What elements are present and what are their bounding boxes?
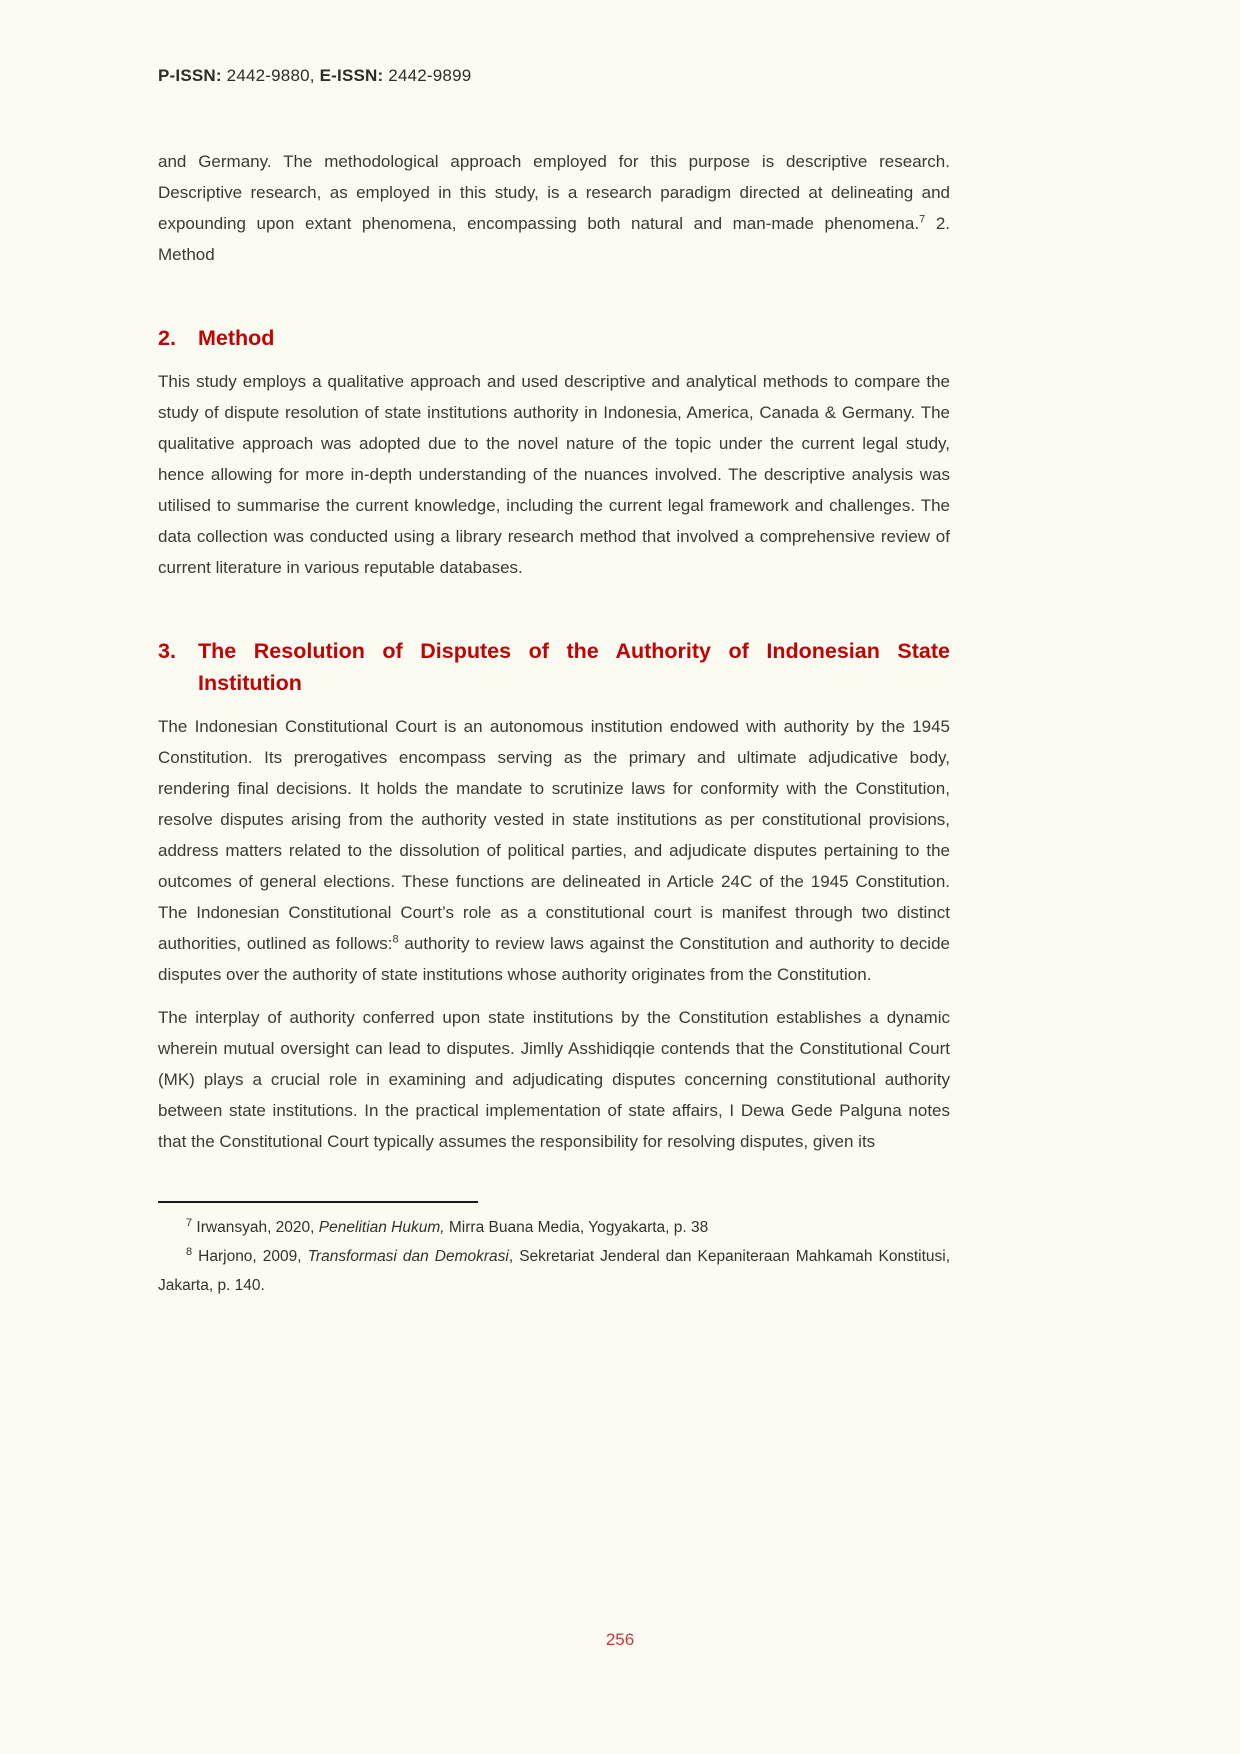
footnote-italic-title: Transformasi dan Demokrasi [307,1248,509,1265]
issn-header [158,64,950,88]
intro-paragraph [158,146,950,270]
section-heading-method [158,322,950,354]
p-issn-label: P-ISSN: [158,66,222,85]
section-title: The Resolution of Disputes of the Authority of Indonesian State Institution [198,639,950,695]
footnote-item [158,1242,950,1300]
footnote-text: Harjono, 2009, [192,1248,308,1265]
resolution-paragraph-1-tail: authority to review laws against the Constitution and authority to decide disputes over the authority of state institutions whose authority originates from the Constitution. [158,934,950,984]
e-issn-value: 2442-9899 [383,66,472,85]
section-heading-resolution [158,635,950,699]
footnote-number-8: 8 [186,1245,193,1258]
section-number: 2. [158,326,176,350]
page-number: 256 [605,1630,635,1649]
e-issn-label: E-ISSN: [319,66,384,85]
footnote-text: , Sekretariat Jenderal dan Kepaniteraan Mahkamah Konstitusi, Jakarta, p. 140. [158,1248,951,1294]
footnote-ref-8: 8 [392,933,399,946]
resolution-paragraph-2: The interplay of authority conferred upon state institutions by the Constitution establishes a dynamic wherein mutual oversight can lead to disputes. Jimlly Asshidiqqie contends that the Constitutional Court (MK) plays a crucial role in examining and adjudicating disputes concerning constitutional authority between state institutions. In the practical implementation of state affairs, I Dewa Gede Palguna notes that the Constitutional Court typically assumes the responsibility for resolving disputes, given its [158,1008,950,1151]
intro-paragraph-text: and Germany. The methodological approach employed for this purpose is descriptive research. Descriptive research, as employed in this study, is a research paradigm directed at delineating and expounding upon extant phenomena, encompassing both natural and man-made phenomena. [158,152,950,233]
intro-paragraph-tail: 2. Method [158,214,950,264]
footnote-separator-rule [158,1201,478,1203]
footnote-ref-7: 7 [919,213,926,226]
footnotes-section [158,1201,950,1300]
footnote-item [158,1213,950,1242]
method-paragraph: This study employs a qualitative approach and used descriptive and analytical methods to compare the study of dispute resolution of state institutions authority in Indonesia, America, Canada & Germany. The qualitative approach was adopted due to the novel nature of the topic under the current legal study, hence allowing for more in-depth understanding of the nuances involved. The descriptive analysis was utilised to summarise the current knowledge, including the current legal framework and challenges. The data collection was conducted using a library research method that involved a comprehensive review of current literature in various reputable databases. [158,372,950,577]
p-issn-value: 2442-9880, [221,66,320,85]
footnote-text: Irwansyah, 2020, [192,1219,319,1236]
section-number: 3. [158,639,176,663]
footnote-number-7: 7 [186,1216,193,1229]
footnote-text: Mirra Buana Media, Yogyakarta, p. 38 [444,1219,709,1236]
resolution-paragraph-1-text: The Indonesian Constitutional Court is an autonomous institution endowed with authority by the 1945 Constitution. Its prerogatives encompass serving as the primary and ultimate adjudicative body, rendering final decisions. It holds the mandate to scrutinize laws for conformity with the Constitution, resolve disputes arising from the authority vested in state institutions as per constitutional provisions, address matters related to the dissolution of political parties, and adjudicate disputes pertaining to the outcomes of general elections. These functions are delineated in Article 24C of the 1945 Constitution. The Indonesian Constitutional Court’s role as a constitutional court is manifest through two distinct authorities, outlined as follows: [158,717,950,953]
resolution-paragraph-1 [158,711,950,990]
footnote-italic-title: Penelitian Hukum, [318,1219,445,1236]
section-title: Method [198,326,275,350]
